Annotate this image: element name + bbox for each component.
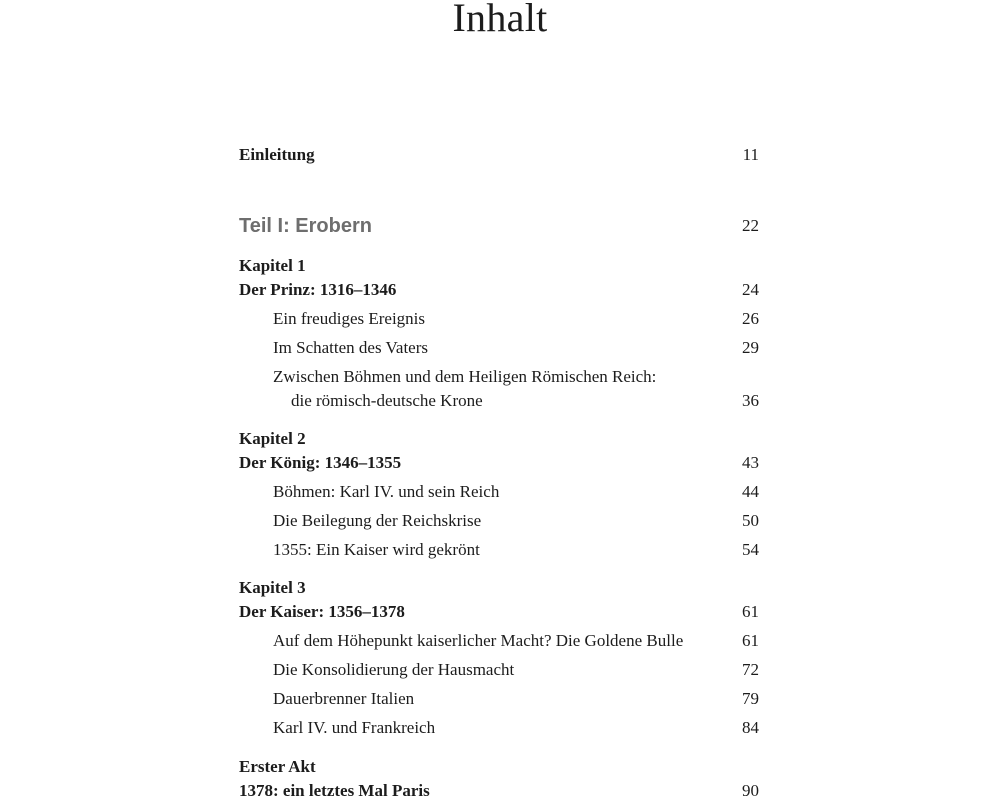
- toc-page-number: 54: [742, 540, 759, 559]
- toc-entry-label: 1355: Ein Kaiser wird gekrönt: [273, 540, 480, 559]
- toc-page-number: 61: [742, 602, 759, 621]
- toc-page-number: 22: [742, 216, 759, 235]
- toc-page-number: 72: [742, 660, 759, 679]
- toc-chapter-label: [239, 427, 759, 451]
- toc-act-label: [239, 755, 759, 779]
- toc-entry-label: Der Prinz: 1316–1346: [239, 280, 397, 299]
- toc-page-number: 44: [742, 482, 759, 501]
- toc-entry-label: Zwischen Böhmen und dem Heiligen Römischen Reich:: [273, 367, 657, 386]
- toc-page-number: 43: [742, 453, 759, 472]
- toc-page-number: 61: [742, 631, 759, 650]
- toc-section[interactable]: [239, 716, 759, 740]
- toc-entry-label: die römisch-deutsche Krone: [291, 391, 483, 410]
- toc-chapter-label: [239, 254, 759, 278]
- page-title: Inhalt: [452, 0, 548, 40]
- toc-page-number: 11: [742, 145, 759, 164]
- toc-page-number: 29: [742, 338, 759, 357]
- toc-entry-label: Erster Akt: [239, 757, 316, 776]
- toc-section-continuation[interactable]: [239, 389, 759, 413]
- toc-page-number: 26: [742, 309, 759, 328]
- toc-entry-label: Böhmen: Karl IV. und sein Reich: [273, 482, 500, 501]
- toc-entry-label: Der Kaiser: 1356–1378: [239, 602, 405, 621]
- toc-part-heading[interactable]: [239, 214, 759, 238]
- toc-page-number: 90: [742, 781, 759, 800]
- toc-section[interactable]: [239, 509, 759, 533]
- toc-entry-label: Ein freudiges Ereignis: [273, 309, 426, 328]
- toc-entry-label: Karl IV. und Frankreich: [273, 718, 436, 737]
- toc-chapter-title[interactable]: [239, 600, 759, 624]
- toc-entry-introduction[interactable]: [239, 143, 759, 167]
- toc-entry-label: Kapitel 1: [239, 256, 306, 275]
- toc-section[interactable]: [239, 480, 759, 504]
- toc-entry-label: Der König: 1346–1355: [239, 453, 402, 472]
- toc-act-title[interactable]: [239, 779, 759, 803]
- toc-entry-label: Dauerbrenner Italien: [273, 689, 415, 708]
- toc-entry-label: Teil I: Erobern: [239, 215, 372, 237]
- toc-section[interactable]: [239, 538, 759, 562]
- toc-page-number: 36: [742, 391, 759, 410]
- toc-entry-label: 1378: ein letztes Mal Paris: [239, 781, 430, 800]
- toc-section[interactable]: [239, 629, 759, 653]
- toc-section[interactable]: [239, 687, 759, 711]
- toc-chapter-title[interactable]: [239, 278, 759, 302]
- toc-page-number: 24: [742, 280, 759, 299]
- toc-entry-label: Kapitel 3: [239, 578, 306, 597]
- toc-entry-label: Auf dem Höhepunkt kaiserlicher Macht? Die Goldene Bulle: [273, 631, 684, 650]
- toc-entry-label: Im Schatten des Vaters: [273, 338, 429, 357]
- toc-chapter-label: [239, 576, 759, 600]
- toc-entry-label: Einleitung: [239, 145, 315, 164]
- toc-entry-label: Die Beilegung der Reichskrise: [273, 511, 482, 530]
- toc-entry-label: Die Konsolidierung der Hausmacht: [273, 660, 515, 679]
- toc-page-number: 79: [742, 689, 759, 708]
- toc-section[interactable]: [239, 307, 759, 331]
- toc-entry-label: Kapitel 2: [239, 429, 306, 448]
- toc-section[interactable]: [239, 336, 759, 360]
- toc-section[interactable]: [239, 658, 759, 682]
- toc-section[interactable]: [239, 365, 759, 389]
- toc-chapter-title[interactable]: [239, 451, 759, 475]
- toc-page-number: 84: [742, 718, 759, 737]
- toc-page-number: 50: [742, 511, 759, 530]
